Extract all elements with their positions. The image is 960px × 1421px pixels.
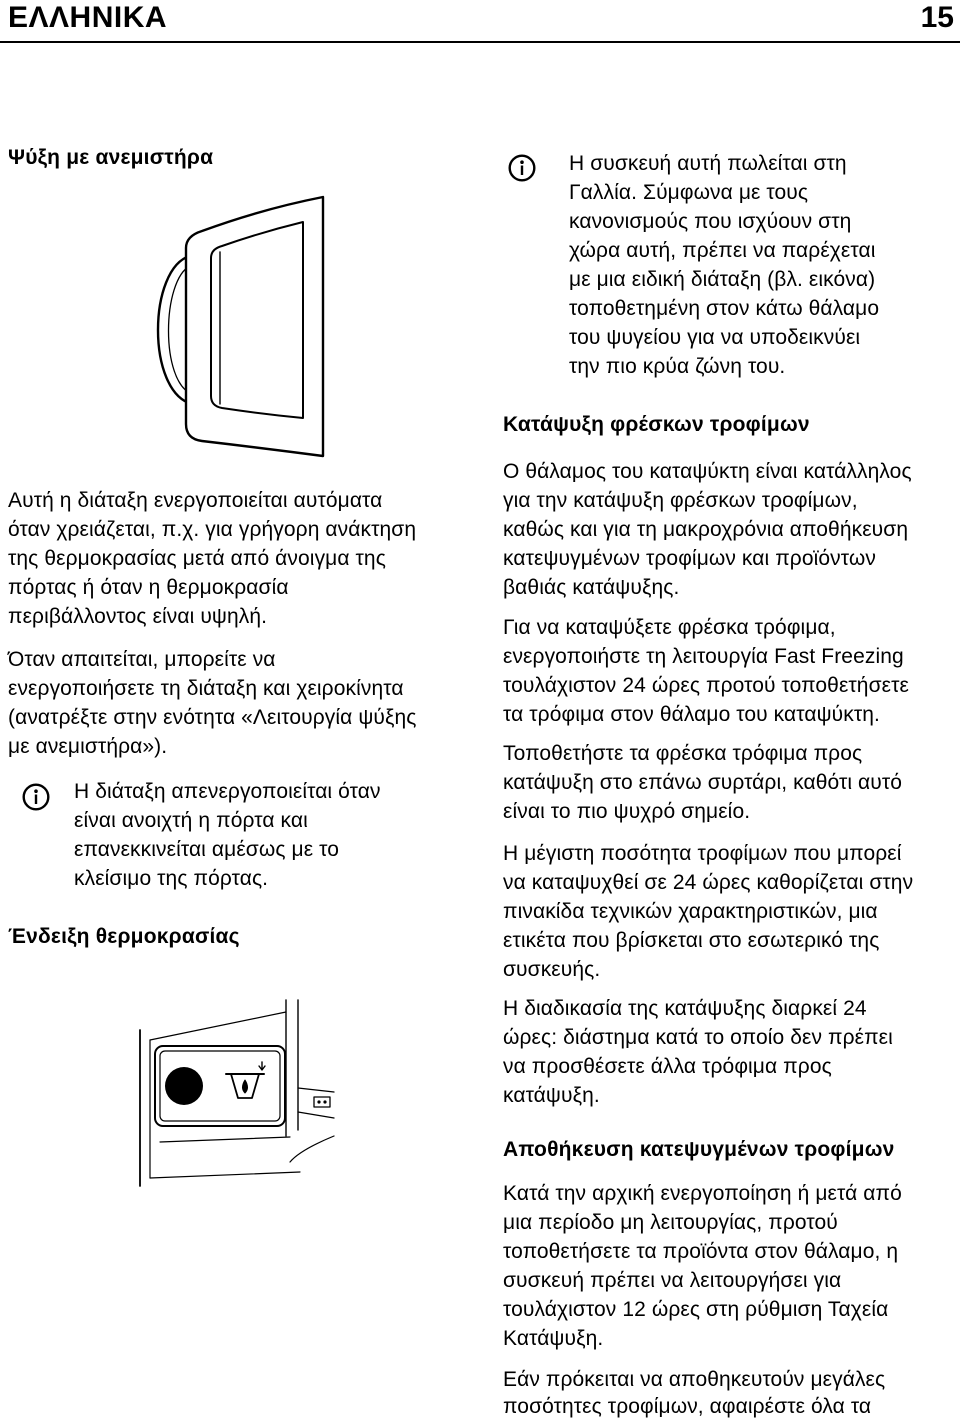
text-line: της θερμοκρασίας μετά από άνοιγμα της — [8, 547, 386, 570]
text-line: να προσθέσετε άλλα τρόφιμα προς — [503, 1055, 832, 1078]
text-line: τοποθετήσετε τα προϊόντα στον θάλαμο, η — [503, 1240, 899, 1263]
info-icon — [508, 154, 536, 182]
text-line: πινακίδα τεχνικών χαρακτηριστικών, μια — [503, 900, 878, 923]
section-heading-frozen-storage: Αποθήκευση κατεψυγμένων τροφίμων — [503, 1138, 895, 1161]
text-line: συσκευής. — [503, 958, 601, 981]
text-line: Κατάψυξη. — [503, 1327, 604, 1350]
info-icon — [22, 783, 50, 811]
text-line: ενεργοποιήστε τη λειτουργία Fast Freezing — [503, 645, 904, 668]
text-line: τουλάχιστον 24 ώρες προτού τοποθετήσετε — [503, 674, 909, 697]
text-line: καθώς και για τη μακροχρόνια αποθήκευση — [503, 518, 909, 541]
text-line: κατάψυξη. — [503, 1084, 600, 1107]
text-line: ώρες: διάστημα κατά το οποίο δεν πρέπει — [503, 1026, 893, 1049]
text-line: Η μέγιστη ποσότητα τροφίμων που μπορεί — [503, 842, 902, 865]
text-line: είναι ανοιχτή η πόρτα και — [74, 809, 308, 832]
section-heading-temperature-indicator: Ένδειξη θερμοκρασίας — [8, 925, 240, 948]
text-line: τα τρόφιμα στον θάλαμο του καταψύκτη. — [503, 703, 880, 726]
text-line: του ψυγείου για να υποδεικνύει — [569, 326, 861, 349]
section-heading-fan-cooling: Ψύξη με ανεμιστήρα — [8, 146, 214, 169]
text-line: κανονισμούς που ισχύουν στη — [569, 210, 852, 233]
paragraph-top-drawer — [503, 739, 902, 826]
text-line: Γαλλία. Σύμφωνα με τους — [569, 181, 809, 204]
paragraph-auto-activation — [8, 486, 416, 631]
paragraph-manual-activation — [8, 645, 416, 761]
text-line: Η διάταξη απενεργοποιείται όταν — [74, 780, 381, 803]
text-line: Η συσκευή αυτή πωλείται στη — [569, 152, 847, 175]
text-line: περιβάλλοντος είναι υψηλή. — [8, 605, 268, 628]
text-line: με ανεμιστήρα»). — [8, 735, 168, 758]
text-line: είναι το πιο ψυχρό σημείο. — [503, 800, 751, 823]
text-line: βαθιάς κατάψυξης. — [503, 576, 680, 599]
text-line: με μια ειδική διάταξη (βλ. εικόνα) — [569, 268, 876, 291]
paragraph-initial-activation — [503, 1179, 902, 1353]
text-line: Τοποθετήστε τα φρέσκα τρόφιμα προς — [503, 742, 863, 765]
text-line: Κατά την αρχική ενεργοποίηση ή μετά από — [503, 1182, 902, 1205]
text-line: (ανατρέξτε στην ενότητα «Λειτουργία ψύξης — [8, 706, 417, 729]
text-line: ετικέτα που βρίσκεται στο εσωτερικό της — [503, 929, 880, 952]
section-heading-fresh-freezing: Κατάψυξη φρέσκων τροφίμων — [503, 413, 810, 436]
text-line: Η διαδικασία της κατάψυξης διαρκεί 24 — [503, 997, 867, 1020]
language-label: ΕΛΛΗΝΙΚΑ — [8, 1, 168, 34]
note-france-device — [569, 149, 879, 381]
text-line: κατάψυξη στο επάνω συρτάρι, καθότι αυτό — [503, 771, 903, 794]
text-line: για την κατάψυξη φρέσκων τροφίμων, — [503, 489, 858, 512]
note-door-deactivation — [74, 777, 381, 893]
paragraph-fast-freezing — [503, 613, 909, 729]
text-line: Ο θάλαμος του καταψύκτη είναι κατάλληλος — [503, 460, 912, 483]
text-line: μια περίοδο μη λειτουργίας, προτού — [503, 1211, 838, 1234]
text-line: κλείσιμο της πόρτας. — [74, 867, 269, 890]
paragraph-max-quantity — [503, 839, 913, 984]
paragraph-freezer-compartment — [503, 457, 912, 602]
temperature-indicator-illustration — [130, 995, 350, 1195]
fan-cover-illustration — [140, 185, 340, 470]
text-line: να καταψυχθεί σε 24 ώρες καθορίζεται στην — [503, 871, 914, 894]
text-line: τουλάχιστον 12 ώρες στη ρύθμιση Ταχεία — [503, 1298, 889, 1321]
text-line: Αυτή η διάταξη ενεργοποιείται αυτόματα — [8, 489, 383, 512]
text-line: Για να καταψύξετε φρέσκα τρόφιμα, — [503, 616, 836, 639]
page-number: 15 — [920, 1, 954, 34]
paragraph-freezing-duration — [503, 994, 893, 1110]
text-line: Εάν πρόκειται να αποθηκευτούν μεγάλες — [503, 1368, 886, 1391]
text-line: επανεκκινείται αμέσως με το — [74, 838, 339, 861]
text-line: συσκευή πρέπει να λειτουργήσει για — [503, 1269, 842, 1292]
text-line: κατεψυγμένων τροφίμων και προϊόντων — [503, 547, 876, 570]
text-line: χώρα αυτή, πρέπει να παρέχεται — [569, 239, 876, 262]
text-line: όταν χρειάζεται, π.χ. για γρήγορη ανάκτηση — [8, 518, 417, 541]
text-line: ποσότητες τροφίμων, αφαιρέστε όλα τα — [503, 1395, 872, 1418]
text-line: πόρτας ή όταν η θερμοκρασία — [8, 576, 289, 599]
text-line: Όταν απαιτείται, μπορείτε να — [8, 648, 276, 671]
text-line: την πιο κρύα ζώνη του. — [569, 355, 786, 378]
text-line: ενεργοποιήσετε τη διάταξη και χειροκίνητα — [8, 677, 404, 700]
text-line: τοποθετημένη στον κάτω θάλαμο — [569, 297, 880, 320]
header-divider — [0, 41, 960, 43]
paragraph-large-quantities — [503, 1366, 885, 1420]
